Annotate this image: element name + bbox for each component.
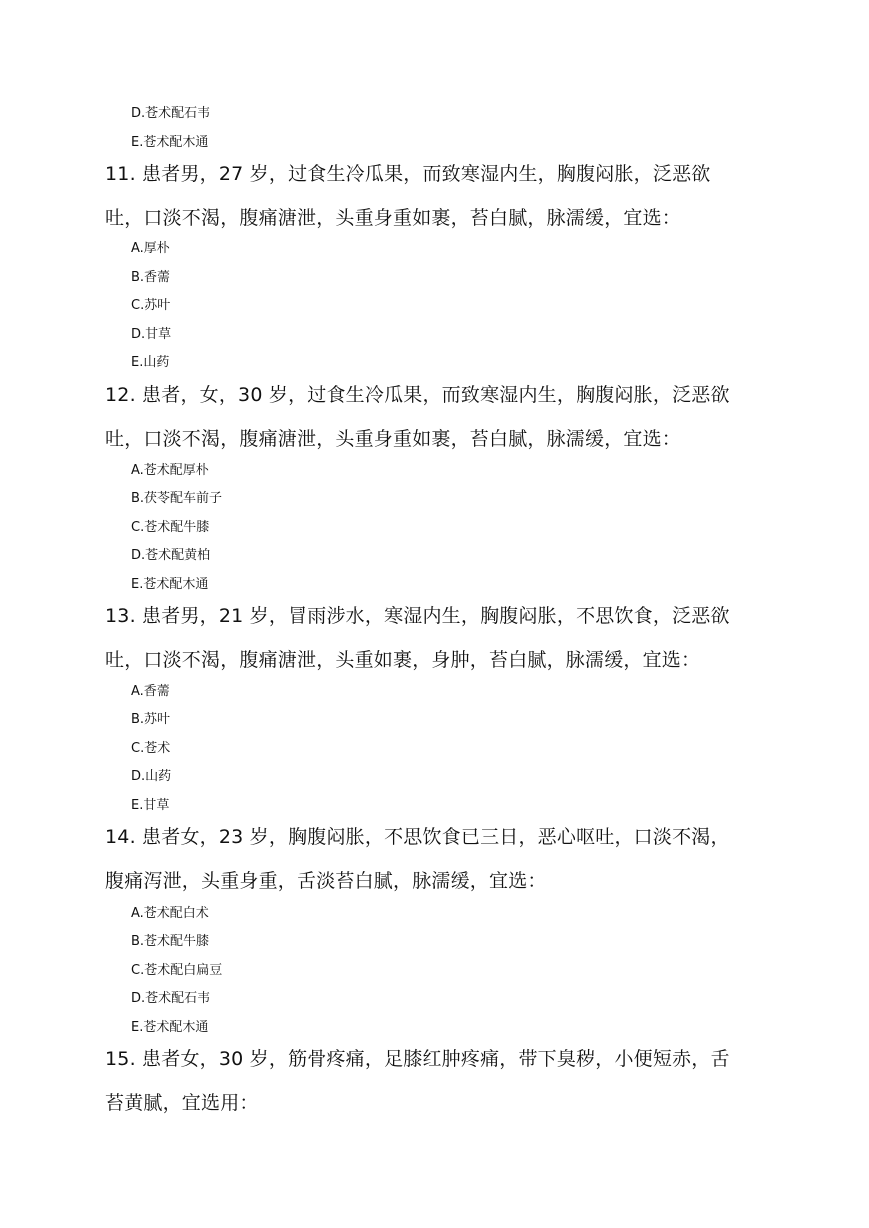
question-13-option-a: A.香薷	[131, 684, 170, 699]
question-11-line-2: 吐，口淡不渴，腹痛溏泄，头重身重如裹，苔白腻，脉濡缓，宜选：	[105, 207, 682, 229]
question-12	[105, 373, 765, 461]
option-d-prev: D.苍术配石韦	[131, 106, 211, 121]
question-13-option-c: C.苍术	[131, 741, 171, 756]
question-12-option-d: D.苍术配黄柏	[131, 548, 211, 563]
question-14-line-2: 腹痛泻泄，头重身重，舌淡苔白腻，脉濡缓，宜选：	[105, 870, 547, 892]
question-15	[105, 1037, 765, 1125]
question-14-option-b: B.苍术配牛膝	[131, 934, 210, 949]
question-11-option-a: A.厚朴	[131, 241, 170, 256]
question-11	[105, 152, 765, 240]
question-12-line-2: 吐，口淡不渴，腹痛溏泄，头重身重如裹，苔白腻，脉濡缓，宜选：	[105, 428, 682, 450]
question-13-option-b: B.苏叶	[131, 712, 171, 727]
question-13-line-1: 13. 患者男，21 岁，冒雨涉水，寒湿内生，胸腹闷胀，不思饮食，泛恶欲	[105, 605, 730, 627]
question-11-option-e: E.山药	[131, 355, 170, 370]
question-14	[105, 815, 765, 903]
question-11-option-d: D.甘草	[131, 327, 172, 342]
question-11-option-b: B.香薷	[131, 270, 171, 285]
question-12-option-a: A.苍术配厚朴	[131, 463, 209, 478]
question-12-option-e: E.苍术配木通	[131, 577, 209, 592]
question-13	[105, 594, 765, 682]
question-13-option-d: D.山药	[131, 769, 172, 784]
question-11-option-c: C.苏叶	[131, 298, 171, 313]
option-e-prev: E.苍术配木通	[131, 135, 209, 150]
question-12-option-c: C.苍术配牛膝	[131, 520, 210, 535]
question-13-line-2: 吐，口淡不渴，腹痛溏泄，头重如裹，身肿，苔白腻，脉濡缓，宜选：	[105, 649, 701, 671]
question-14-option-a: A.苍术配白术	[131, 906, 209, 921]
question-12-line-1: 12. 患者，女，30 岁，过食生冷瓜果，而致寒湿内生，胸腹闷胀，泛恶欲	[105, 384, 730, 406]
question-11-line-1: 11. 患者男，27 岁，过食生冷瓜果，而致寒湿内生，胸腹闷胀，泛恶欲	[105, 163, 711, 185]
question-12-option-b: B.茯苓配车前子	[131, 491, 223, 506]
question-14-option-e: E.苍术配木通	[131, 1020, 209, 1035]
question-14-option-c: C.苍术配白扁豆	[131, 963, 223, 978]
question-15-line-1: 15. 患者女，30 岁，筋骨疼痛，足膝红肿疼痛，带下臭秽，小便短赤，舌	[105, 1048, 730, 1070]
question-14-line-1: 14. 患者女，23 岁，胸腹闷胀，不思饮食已三日，恶心呕吐，口淡不渴，	[105, 826, 730, 848]
question-13-option-e: E.甘草	[131, 798, 170, 813]
question-14-option-d: D.苍术配石韦	[131, 991, 211, 1006]
question-15-line-2: 苔黄腻，宜选用：	[105, 1092, 259, 1114]
